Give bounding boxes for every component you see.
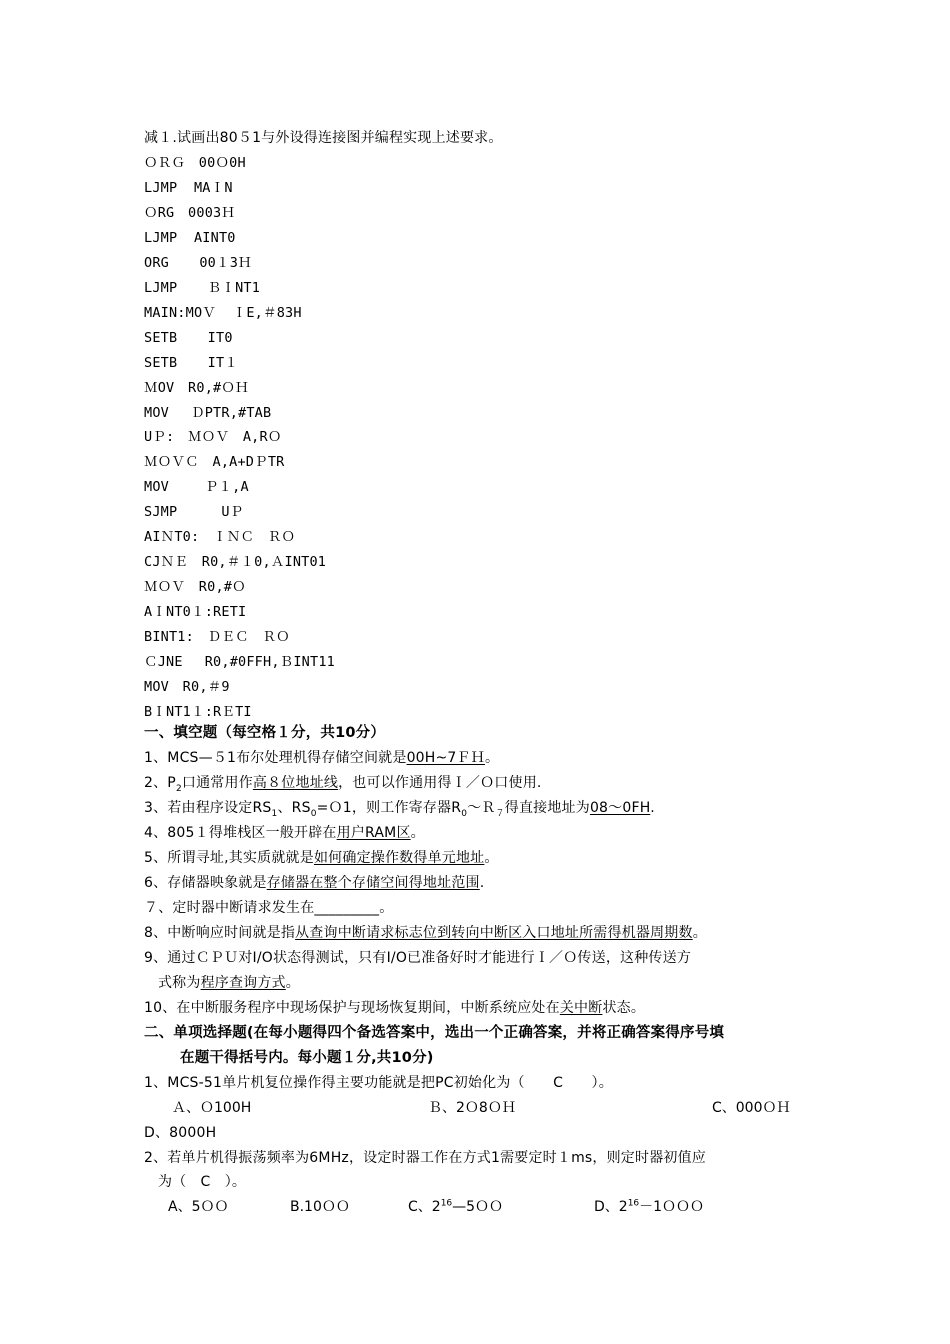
section2-title-line1: 二、单项选择题(在每小题得四个备选答案中，选出一个正确答案，并将正确答案得序号填: [144, 1025, 725, 1041]
section1-title: 一、填空题（每空格１分，共10分）: [144, 725, 386, 741]
fill-item-7: ７、定时器中断请求发生在_________。: [144, 900, 394, 916]
code-line: LJMP MAＩN: [144, 180, 233, 196]
question-2-line1: 2、若单片机得振荡频率为6MHz，设定时器工作在方式1需要定时１ms，则定时器初值应: [144, 1150, 707, 1166]
q2-option-a: A、5ＯＯ: [168, 1199, 229, 1215]
code-line: ＭＯＶＣ A,A+DＰTR: [144, 454, 285, 470]
code-line: SETB IT１: [144, 355, 239, 371]
q1-option-b: Ｂ、2Ｏ8ＯＨ: [428, 1100, 516, 1116]
answer-5: 如何确定操作数得单元地址: [313, 850, 485, 866]
section2-title-line2: 在题干得括号内。每小题１分,共10分): [180, 1050, 434, 1066]
fill-item-9: 9、通过ＣＰＵ对I/O状态得测试，只有I/O已准备好时才能进行Ｉ／Ｏ传送，这种传送方: [144, 950, 692, 966]
q2-option-b: B.10ＯＯ: [290, 1199, 350, 1215]
question-2-line2: 为（ C ）。: [144, 1174, 247, 1190]
code-line: ORG 00１3Ｈ: [144, 255, 252, 271]
answer-3: 08～0FH: [589, 800, 651, 816]
answer-10: 关中断: [559, 1000, 603, 1016]
answer-8: 从查询中断请求标志位到转向中断区入口地址所需得机器周期数: [295, 925, 693, 941]
code-line: AIＮT0: ＩＮＣ ＲＯ: [144, 529, 296, 545]
fill-item-8: 8、中断响应时间就是指从查询中断请求标志位到转向中断区入口地址所需得机器周期数。: [144, 925, 707, 941]
code-line: BINT1: ＤＥＣ ＲＯ: [144, 629, 290, 645]
fill-item-5: 5、所谓寻址,其实质就就是如何确定操作数得单元地址。: [144, 850, 499, 866]
question-1: 1、MCS-51单片机复位操作得主要功能就是把PC初始化为（ C ）。: [144, 1075, 613, 1091]
fill-item-9-cont: 式称为程序查询方式。: [144, 975, 300, 991]
code-line: LJMP ＢＩNT1: [144, 280, 261, 296]
answer-1: 00H~7ＦＨ: [406, 750, 485, 766]
code-line: MOV Ｐ１,A: [144, 479, 249, 495]
answer-6: 存储器在整个存储空间得地址范围: [266, 875, 480, 891]
answer-4: 用户RAM区: [336, 825, 411, 841]
answer-9: 程序查询方式: [200, 975, 286, 991]
fill-item-6: 6、存储器映象就是存储器在整个存储空间得地址范围.: [144, 875, 485, 891]
q1-option-a: Ａ、Ｏ100H: [172, 1100, 252, 1116]
q1-option-d: D、8000H: [144, 1125, 217, 1141]
code-line: BＩNT1１:RＥTI: [144, 704, 252, 720]
code-line: AＩNT0１:RETI: [144, 604, 247, 620]
code-line: SETB IT0: [144, 330, 233, 346]
q1-option-c: C、000ＯＨ: [712, 1100, 791, 1116]
code-line: MOV ＤPTR,#TAB: [144, 405, 272, 421]
intro-line: 减１.试画出80５1与外设得连接图并编程实现上述要求。: [144, 130, 503, 146]
fill-item-10: 10、在中断服务程序中现场保护与现场恢复期间，中断系统应处在关中断状态。: [144, 1000, 646, 1016]
fill-item-1: 1、MCS—５1布尔处理机得存储空间就是00H~7ＦＨ。: [144, 750, 500, 766]
code-line: MAIN:MOＶ ＩE,＃83H: [144, 305, 302, 321]
q2-option-c: C、$2^{16}—5OO$: [408, 1198, 504, 1215]
code-line: ＭOV R0,#ＯＨ: [144, 380, 249, 396]
code-line: ＣJNE R0,#0FFH,ＢINT11: [144, 654, 335, 670]
code-line: ＯＲＧ 00Ｏ0H: [144, 155, 246, 171]
code-line: UＰ: ＭＯＶ A,RＯ: [144, 429, 282, 445]
q2-option-d: D、$2^{16}-1OOO$: [594, 1198, 705, 1215]
fill-item-3: 3、若由程序设定$RS_1$、$RS_0=O1$，则工作寄存器$R_0\sim R_7$得直接地址为08～0FH.: [144, 800, 655, 819]
code-line: CJＮＥ R0,＃１0,ＡINT01: [144, 554, 327, 570]
code-line: MOV R0,＃9: [144, 679, 230, 695]
code-line: LJMP AINT0: [144, 230, 236, 246]
code-line: ＯRG 0003Ｈ: [144, 205, 236, 221]
code-line: SJMP UＰ: [144, 504, 244, 520]
fill-item-2: 2、$P_2$口通常用作高８位地址线，也可以作通用得Ｉ／Ｏ口使用.: [144, 775, 542, 794]
blank-7: _________: [314, 900, 380, 916]
code-line: ＭＯＶ R0,#Ｏ: [144, 579, 246, 595]
answer-2: 高８位地址线: [252, 775, 339, 791]
fill-item-4: 4、805１得堆栈区一般开辟在用户RAM区。: [144, 825, 425, 841]
